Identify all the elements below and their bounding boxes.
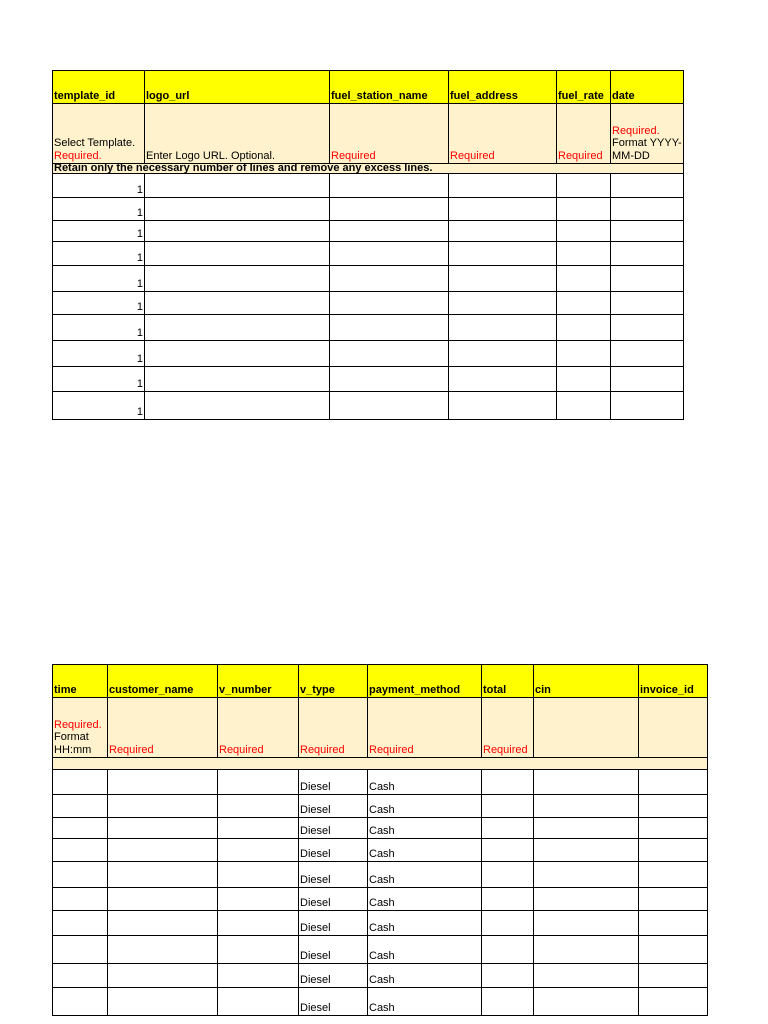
invoice-id-cell[interactable] (639, 818, 708, 839)
fuel-rate-cell[interactable] (557, 198, 611, 221)
cin-cell[interactable] (534, 964, 639, 988)
desc-fuel-address[interactable]: Required (449, 104, 557, 164)
date-cell[interactable] (611, 266, 684, 292)
invoice-id-cell[interactable] (639, 795, 708, 818)
invoice-id-cell[interactable] (639, 862, 708, 888)
total-cell[interactable] (482, 795, 534, 818)
time-cell[interactable] (53, 964, 108, 988)
table2-row (53, 770, 708, 795)
header-total[interactable]: total (482, 665, 534, 698)
total-cell[interactable] (482, 818, 534, 839)
time-cell[interactable] (53, 818, 108, 839)
total-cell[interactable] (482, 888, 534, 911)
v-type-cell[interactable]: Diesel (299, 839, 368, 862)
desc-logo-url[interactable]: Enter Logo URL. Optional. (145, 104, 330, 164)
v-number-cell[interactable] (218, 770, 299, 795)
logo-url-cell[interactable] (145, 174, 330, 198)
transaction-template-table (52, 664, 708, 1016)
v-type-cell[interactable]: Diesel (299, 988, 368, 1016)
desc-time-format: Format HH:mm (54, 731, 92, 756)
cin-cell[interactable] (534, 862, 639, 888)
header-fuel-address[interactable]: fuel_address (449, 71, 557, 104)
desc-total[interactable]: Required (482, 698, 534, 758)
desc-customer-name[interactable]: Required (108, 698, 218, 758)
date-cell[interactable] (611, 198, 684, 221)
customer-name-cell[interactable] (108, 911, 218, 936)
v-number-cell[interactable] (218, 988, 299, 1016)
template-id-cell[interactable]: 1 (53, 292, 145, 315)
cin-cell[interactable] (534, 936, 639, 964)
fuel-rate-cell[interactable] (557, 341, 611, 367)
customer-name-cell[interactable] (108, 770, 218, 795)
fuel-station-name-cell[interactable] (330, 292, 449, 315)
customer-name-cell[interactable] (108, 795, 218, 818)
v-type-cell[interactable]: Diesel (299, 911, 368, 936)
table2-body (53, 770, 708, 1016)
description-row (53, 698, 708, 758)
v-type-cell[interactable]: Diesel (299, 964, 368, 988)
fuel-address-cell[interactable] (449, 242, 557, 266)
v-type-cell[interactable]: Diesel (299, 770, 368, 795)
logo-url-cell[interactable] (145, 367, 330, 392)
header-fuel-station-name[interactable]: fuel_station_name (330, 71, 449, 104)
desc-fuel-station-name[interactable]: Required (330, 104, 449, 164)
v-type-cell[interactable]: Diesel (299, 936, 368, 964)
table2-row (53, 888, 708, 911)
date-cell[interactable] (611, 315, 684, 341)
table1-row (53, 341, 684, 367)
template-id-cell[interactable]: 1 (53, 174, 145, 198)
table1-row (53, 266, 684, 292)
template-id-cell[interactable]: 1 (53, 367, 145, 392)
v-type-cell[interactable]: Diesel (299, 862, 368, 888)
spacer-row (53, 758, 708, 770)
fuel-rate-cell[interactable] (557, 392, 611, 420)
total-cell[interactable] (482, 911, 534, 936)
fuel-rate-cell[interactable] (557, 367, 611, 392)
logo-url-cell[interactable] (145, 292, 330, 315)
fuel-station-name-cell[interactable] (330, 392, 449, 420)
fuel-station-name-cell[interactable] (330, 221, 449, 242)
payment-method-cell[interactable]: Cash (368, 818, 482, 839)
table1-row (53, 292, 684, 315)
date-cell[interactable] (611, 221, 684, 242)
customer-name-cell[interactable] (108, 888, 218, 911)
time-cell[interactable] (53, 795, 108, 818)
fuel-station-name-cell[interactable] (330, 266, 449, 292)
fuel-address-cell[interactable] (449, 266, 557, 292)
logo-url-cell[interactable] (145, 266, 330, 292)
table2-row (53, 795, 708, 818)
total-cell[interactable] (482, 964, 534, 988)
date-cell[interactable] (611, 174, 684, 198)
invoice-id-cell[interactable] (639, 911, 708, 936)
table1-row (53, 221, 684, 242)
cin-cell[interactable] (534, 795, 639, 818)
v-number-cell[interactable] (218, 964, 299, 988)
v-type-cell[interactable]: Diesel (299, 795, 368, 818)
header-invoice-id[interactable]: invoice_id (639, 665, 708, 698)
v-type-cell[interactable]: Diesel (299, 888, 368, 911)
fuel-address-cell[interactable] (449, 341, 557, 367)
desc-template-id-text: Select Template. (54, 137, 136, 149)
customer-name-cell[interactable] (108, 818, 218, 839)
description-row (53, 104, 684, 164)
invoice-id-cell[interactable] (639, 964, 708, 988)
payment-method-cell[interactable]: Cash (368, 911, 482, 936)
v-number-cell[interactable] (218, 818, 299, 839)
v-number-cell[interactable] (218, 911, 299, 936)
time-cell[interactable] (53, 888, 108, 911)
payment-method-cell[interactable]: Cash (368, 862, 482, 888)
fuel-station-name-cell[interactable] (330, 242, 449, 266)
table2-row (53, 936, 708, 964)
desc-date-format: Format YYYY-MM-DD (612, 137, 682, 162)
total-cell[interactable] (482, 862, 534, 888)
table1-row (53, 174, 684, 198)
payment-method-cell[interactable]: Cash (368, 888, 482, 911)
desc-v-number[interactable]: Required (218, 698, 299, 758)
table1-row (53, 198, 684, 221)
desc-invoice-id[interactable] (639, 698, 708, 758)
date-cell[interactable] (611, 367, 684, 392)
v-number-cell[interactable] (218, 862, 299, 888)
date-cell[interactable] (611, 392, 684, 420)
spacer-cell (53, 758, 708, 770)
logo-url-cell[interactable] (145, 198, 330, 221)
total-cell[interactable] (482, 770, 534, 795)
logo-url-cell[interactable] (145, 315, 330, 341)
fuel-rate-cell[interactable] (557, 221, 611, 242)
invoice-id-cell[interactable] (639, 770, 708, 795)
fuel-station-template-table (52, 70, 684, 420)
payment-method-cell[interactable]: Cash (368, 964, 482, 988)
logo-url-cell[interactable] (145, 341, 330, 367)
desc-payment-method[interactable]: Required (368, 698, 482, 758)
desc-fuel-rate[interactable]: Required (557, 104, 611, 164)
customer-name-cell[interactable] (108, 964, 218, 988)
time-cell[interactable] (53, 839, 108, 862)
customer-name-cell[interactable] (108, 936, 218, 964)
header-payment-method[interactable]: payment_method (368, 665, 482, 698)
desc-v-type[interactable]: Required (299, 698, 368, 758)
date-cell[interactable] (611, 242, 684, 266)
desc-template-id[interactable] (53, 104, 145, 164)
fuel-rate-cell[interactable] (557, 292, 611, 315)
logo-url-cell[interactable] (145, 242, 330, 266)
fuel-rate-cell[interactable] (557, 266, 611, 292)
header-logo-url[interactable]: logo_url (145, 71, 330, 104)
invoice-id-cell[interactable] (639, 888, 708, 911)
customer-name-cell[interactable] (108, 862, 218, 888)
fuel-station-name-cell[interactable] (330, 198, 449, 221)
header-row (53, 665, 708, 698)
desc-template-id-required: Required. (54, 149, 102, 162)
fuel-rate-cell[interactable] (557, 174, 611, 198)
cin-cell[interactable] (534, 888, 639, 911)
cin-cell[interactable] (534, 770, 639, 795)
payment-method-cell[interactable]: Cash (368, 770, 482, 795)
header-date[interactable]: date (611, 71, 684, 104)
customer-name-cell[interactable] (108, 988, 218, 1016)
template-id-cell[interactable]: 1 (53, 341, 145, 367)
header-cin[interactable]: cin (534, 665, 639, 698)
header-fuel-rate[interactable]: fuel_rate (557, 71, 611, 104)
total-cell[interactable] (482, 936, 534, 964)
total-cell[interactable] (482, 839, 534, 862)
table1-row (53, 367, 684, 392)
date-cell[interactable] (611, 292, 684, 315)
fuel-station-name-cell[interactable] (330, 174, 449, 198)
fuel-address-cell[interactable] (449, 198, 557, 221)
v-number-cell[interactable] (218, 888, 299, 911)
fuel-rate-cell[interactable] (557, 242, 611, 266)
fuel-station-name-cell[interactable] (330, 315, 449, 341)
table1-row (53, 242, 684, 266)
table2-row (53, 988, 708, 1016)
desc-date-required: Required. (612, 124, 660, 137)
time-cell[interactable] (53, 862, 108, 888)
desc-date[interactable] (611, 104, 684, 164)
v-number-cell[interactable] (218, 795, 299, 818)
cin-cell[interactable] (534, 911, 639, 936)
fuel-address-cell[interactable] (449, 392, 557, 420)
template-id-cell[interactable]: 1 (53, 392, 145, 420)
time-cell[interactable] (53, 988, 108, 1016)
fuel-address-cell[interactable] (449, 315, 557, 341)
fuel-station-name-cell[interactable] (330, 341, 449, 367)
table1-row (53, 392, 684, 420)
payment-method-cell[interactable]: Cash (368, 988, 482, 1016)
template-id-cell[interactable]: 1 (53, 315, 145, 341)
header-row (53, 71, 684, 104)
customer-name-cell[interactable] (108, 839, 218, 862)
payment-method-cell[interactable]: Cash (368, 795, 482, 818)
v-number-cell[interactable] (218, 839, 299, 862)
header-time[interactable]: time (53, 665, 108, 698)
note-row (53, 164, 684, 174)
logo-url-cell[interactable] (145, 392, 330, 420)
time-cell[interactable] (53, 936, 108, 964)
invoice-id-cell[interactable] (639, 936, 708, 964)
desc-time[interactable] (53, 698, 108, 758)
v-type-cell[interactable]: Diesel (299, 818, 368, 839)
table2-row (53, 839, 708, 862)
retain-lines-note[interactable]: Retain only the necessary number of lines and remove any excess lines. (53, 164, 684, 174)
payment-method-cell[interactable]: Cash (368, 839, 482, 862)
desc-time-required: Required. (54, 718, 102, 731)
date-cell[interactable] (611, 341, 684, 367)
v-number-cell[interactable] (218, 936, 299, 964)
fuel-address-cell[interactable] (449, 367, 557, 392)
table2-row (53, 911, 708, 936)
invoice-id-cell[interactable] (639, 839, 708, 862)
invoice-id-cell[interactable] (639, 988, 708, 1016)
time-cell[interactable] (53, 911, 108, 936)
fuel-address-cell[interactable] (449, 221, 557, 242)
template-id-cell[interactable]: 1 (53, 198, 145, 221)
logo-url-cell[interactable] (145, 221, 330, 242)
table2-row (53, 964, 708, 988)
fuel-address-cell[interactable] (449, 292, 557, 315)
cin-cell[interactable] (534, 988, 639, 1016)
table2-row (53, 862, 708, 888)
desc-cin[interactable] (534, 698, 639, 758)
header-v-number[interactable]: v_number (218, 665, 299, 698)
table1-body (53, 174, 684, 420)
cin-cell[interactable] (534, 818, 639, 839)
payment-method-cell[interactable]: Cash (368, 936, 482, 964)
table1-row (53, 315, 684, 341)
header-v-type[interactable]: v_type (299, 665, 368, 698)
table2-row (53, 818, 708, 839)
template-id-cell[interactable]: 1 (53, 221, 145, 242)
template-id-cell[interactable]: 1 (53, 266, 145, 292)
header-template-id[interactable]: template_id (53, 71, 145, 104)
cin-cell[interactable] (534, 839, 639, 862)
header-customer-name[interactable]: customer_name (108, 665, 218, 698)
template-id-cell[interactable]: 1 (53, 242, 145, 266)
time-cell[interactable] (53, 770, 108, 795)
fuel-rate-cell[interactable] (557, 315, 611, 341)
total-cell[interactable] (482, 988, 534, 1016)
fuel-station-name-cell[interactable] (330, 367, 449, 392)
fuel-address-cell[interactable] (449, 174, 557, 198)
